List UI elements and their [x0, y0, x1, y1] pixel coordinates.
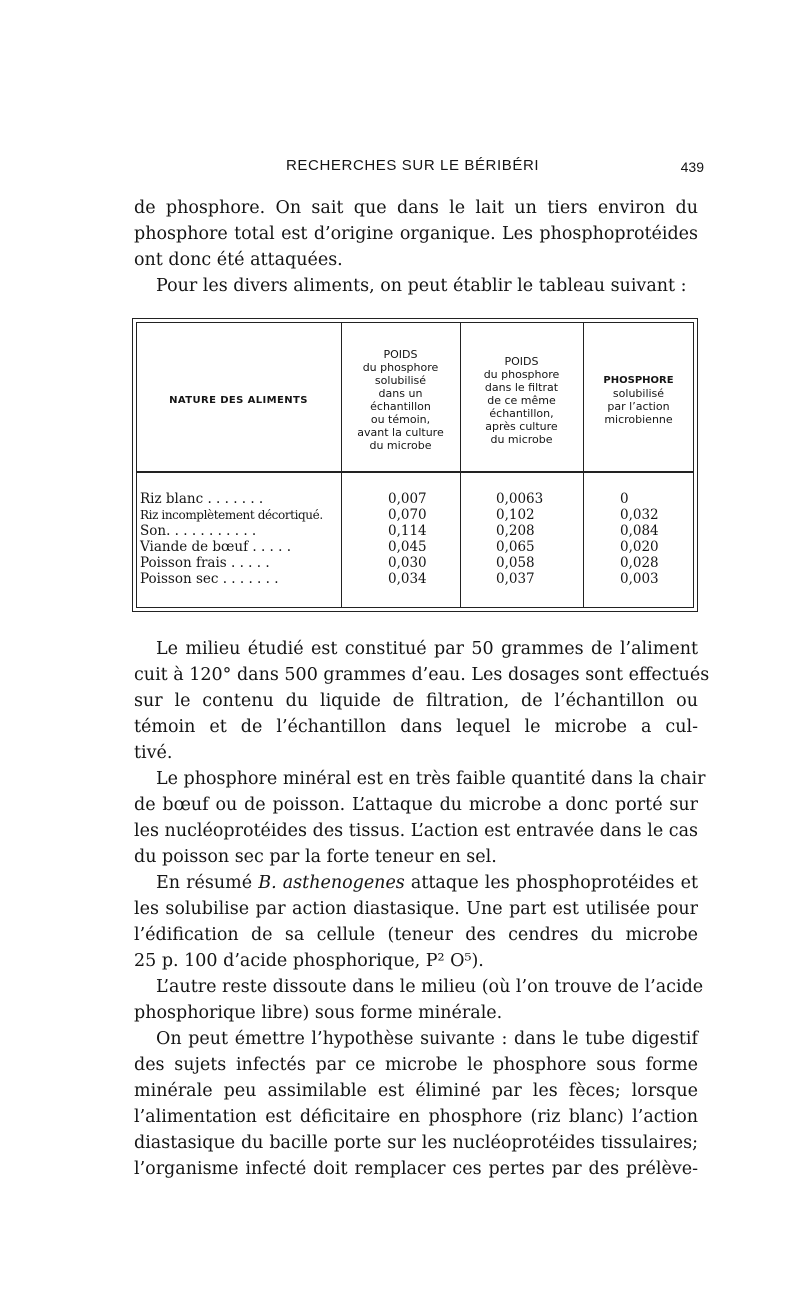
row-value: 0,037	[496, 571, 535, 587]
row-value: 0,208	[496, 523, 535, 539]
text-line: On peut émettre l’hypothèse suivante : dans le tube digestif	[156, 1029, 698, 1049]
text-line: Le milieu étudié est constitué par 50 grammes de l’aliment	[156, 639, 698, 659]
row-value: 0	[620, 491, 629, 507]
text-line: de bœuf ou de poisson. L’attaque du microbe a donc porté sur	[134, 795, 698, 815]
row-value: 0,030	[388, 555, 427, 571]
table-row	[136, 523, 694, 539]
text-line: des sujets infectés par ce microbe le phosphore sous forme	[134, 1055, 698, 1075]
text-line: minérale peu assimilable est éliminé par les fèces; lorsque	[134, 1081, 698, 1101]
row-value: 0,102	[496, 507, 535, 523]
column-header-poids-avant: POIDS du phosphore solubilisé dans un échantillon ou témoin, avant la culture du microbe	[357, 348, 444, 452]
row-value: 0,032	[620, 507, 659, 523]
row-name: Poisson frais . . . . .	[140, 555, 270, 571]
paragraph-autre-reste	[134, 974, 704, 1026]
paragraph-phosphore-mineral	[134, 766, 706, 870]
text-line: L’autre reste dissoute dans le milieu (où l’on trouve de l’acide	[156, 977, 704, 997]
table-row	[136, 555, 694, 571]
row-value: 0,034	[388, 571, 427, 587]
table-row	[136, 571, 694, 587]
species-name: B. asthenogenes	[258, 873, 405, 893]
row-value: 0,003	[620, 571, 659, 587]
row-value: 0,114	[388, 523, 427, 539]
table-row	[136, 491, 694, 507]
paragraph-hypothese	[134, 1026, 698, 1182]
header-separator	[136, 471, 694, 473]
text-line: tivé.	[134, 743, 173, 763]
text-line: diastasique du bacille porte sur les nucléoprotéides tissulaires;	[134, 1133, 698, 1153]
row-value: 0,070	[388, 507, 427, 523]
row-name: Riz incomplètement décortiqué.	[140, 508, 323, 522]
text-line: cuit à 120° dans 500 grammes d’eau. Les dosages sont effectués	[134, 665, 710, 685]
text-line: l’alimentation est déficitaire en phosphore (riz blanc) l’action	[134, 1107, 698, 1127]
paragraph-milieu	[134, 636, 710, 766]
row-value: 0,045	[388, 539, 427, 555]
page-header	[286, 157, 704, 181]
text-line: les solubilise par action diastasique. Une part est utilisée pour	[134, 899, 698, 919]
row-name: Son. . . . . . . . . . .	[140, 523, 257, 539]
row-value: 0,028	[620, 555, 659, 571]
text-line: Le phosphore minéral est en très faible quantité dans la chair	[156, 769, 706, 789]
column-header-aliments: NATURE DES ALIMENTS	[169, 394, 308, 406]
table-row	[136, 507, 694, 523]
column-header-poids-apres: POIDS du phosphore dans le filtrat de ce même échantillon, après culture du microbe	[483, 354, 560, 446]
text-line: Pour les divers aliments, on peut établir le tableau suivant :	[156, 276, 687, 296]
row-name: Riz blanc . . . . . . .	[140, 491, 264, 507]
row-value: 0,058	[496, 555, 535, 571]
row-value: 0,065	[496, 539, 535, 555]
text-line: sur le contenu du liquide de filtration, de l’échantillon ou	[134, 691, 698, 711]
running-title: RECHERCHES SUR LE BÉRIBÉRI	[286, 157, 540, 174]
text-line: ont donc été attaquées.	[134, 250, 343, 270]
page-number: 439	[680, 159, 704, 175]
text-line: les nucléoprotéides des tissus. L’action est entravée dans le cas	[134, 821, 698, 841]
text-line: du poisson sec par la forte teneur en sel.	[134, 847, 497, 867]
row-value: 0,0063	[496, 491, 544, 507]
text-line: témoin et de l’échantillon dans lequel le microbe a cul-	[134, 717, 698, 737]
table-row	[136, 539, 694, 555]
text-line: phosphore total est d’origine organique. Les phosphoprotéides	[134, 224, 698, 244]
paragraph-resume	[134, 870, 698, 974]
row-value: 0,084	[620, 523, 659, 539]
row-name: Poisson sec . . . . . . .	[140, 571, 279, 587]
text-line: 25 p. 100 d’acide phosphorique, P² O⁵).	[134, 951, 484, 971]
column-header-phosphore: PHOSPHORE solubilisé par l’action microbienne	[603, 375, 674, 426]
text-line: de phosphore. On sait que dans le lait un tiers environ du	[134, 198, 698, 218]
row-value: 0,020	[620, 539, 659, 555]
row-value: 0,007	[388, 491, 427, 507]
intro-paragraph	[134, 195, 698, 299]
text-line: l’organisme infecté doit remplacer ces pertes par des prélève-	[134, 1159, 698, 1179]
phosphorus-table	[132, 318, 698, 612]
text-line: En résumé B. asthenogenes attaque les phosphoprotéides et	[156, 873, 698, 893]
row-name: Viande de bœuf . . . . .	[140, 539, 292, 555]
text-line: l’édification de sa cellule (teneur des cendres du microbe	[134, 925, 698, 945]
text-line: phosphorique libre) sous forme minérale.	[134, 1003, 503, 1023]
